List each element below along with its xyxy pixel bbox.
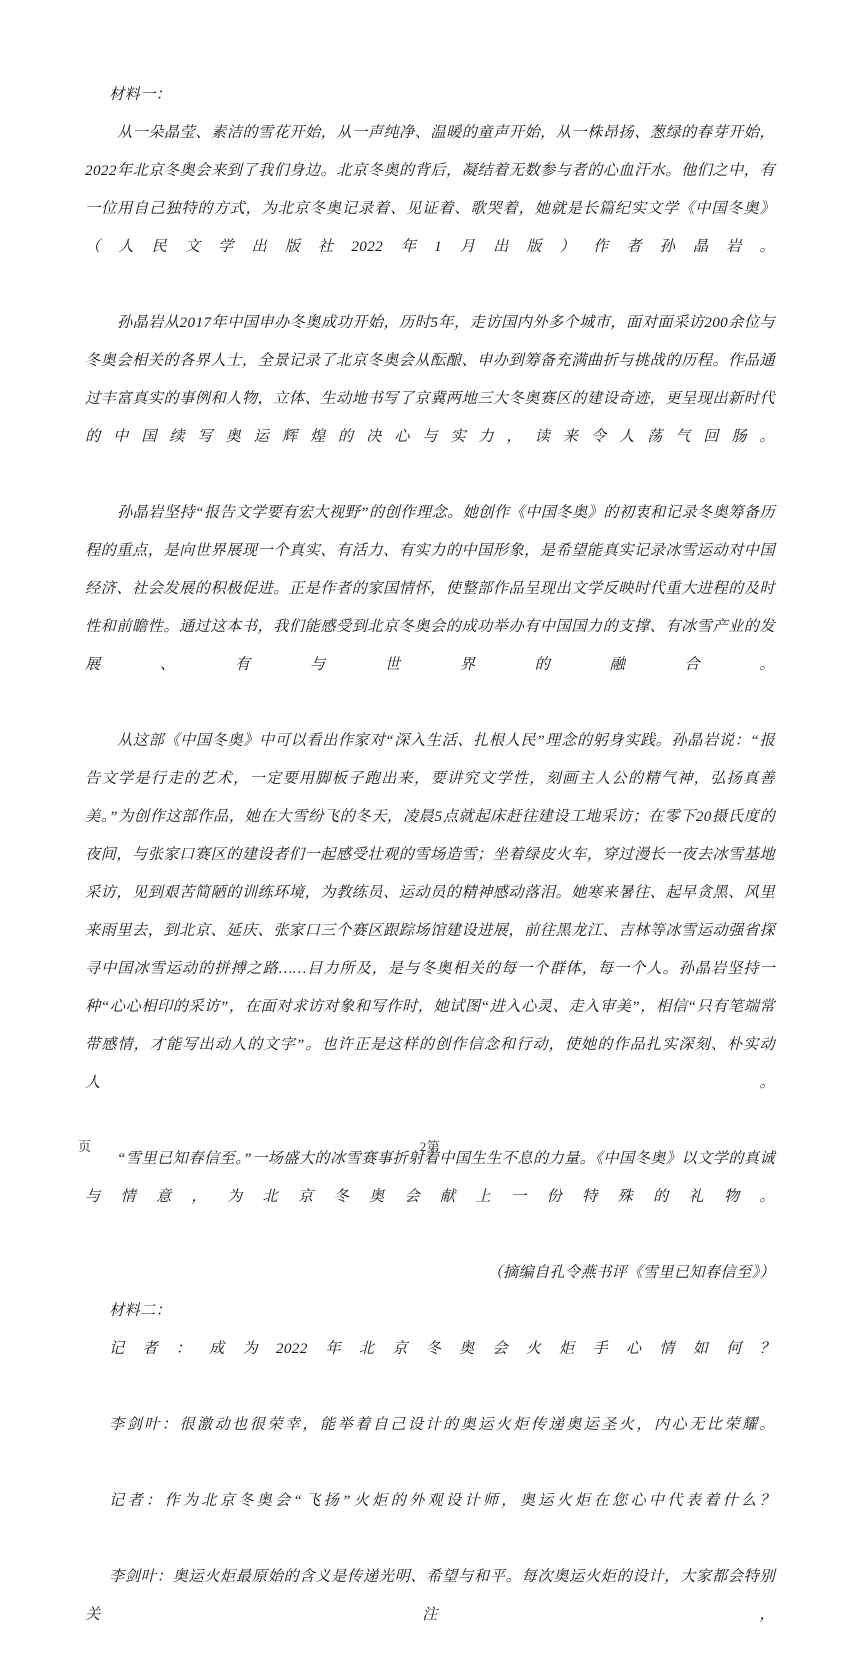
material-one-label: 材料一： <box>109 86 172 103</box>
material-two-dialogue-line-3: 记者：作为北京冬奥会“飞扬”火炬的外观设计师，奥运火炬在您心中代表着什么？ <box>109 1492 775 1509</box>
material-one-paragraph-5: “雪里已知春信至。”一场盛大的冰雪赛事折射着中国生生不息的力量。《中国冬奥》以文学的真诚与情意，为北京冬奥会献上一份特殊的礼物。 <box>85 1150 775 1205</box>
material-one-paragraph-3: 孙晶岩坚持“报告文学要有宏大视野”的创作理念。她创作《中国冬奥》的初衷和记录冬奥筹备历程的重点，是向世界展现一个真实、有活力、有实力的中国形象，是希望能真实记录冰雪运动对中国经济、社会发展的积极促进。正是作者的家国情怀，使整部作品呈现出文学反映时代重大进程的及时性和前瞻性。通过这本书，我们能感受到北京冬奥会的成功举办有中国国力的支撑、有冰雪产业的发展、有与世界的融合。 <box>85 504 775 673</box>
material-one-paragraph-2: 孙晶岩从2017年中国申办冬奥成功开始，历时5年，走访国内外多个城市，面对面采访200余位与冬奥会相关的各界人士，全景记录了北京冬奥会从酝酿、申办到筹备充满曲折与挑战的历程。作品通过丰富真实的事例和人物，立体、生动地书写了京冀两地三大冬奥赛区的建设奇迹，更呈现出新时代的中国续写奥运辉煌的决心与实力，读来令人荡气回肠。 <box>85 314 775 445</box>
page-content <box>85 76 775 1672</box>
material-two-dialogue-line-1: 记者：成为2022年北京冬奥会火炬手心情如何？ <box>109 1340 775 1357</box>
material-two-label: 材料二： <box>109 1302 172 1319</box>
material-one-attribution: （摘编自孔令燕书评《雪里已知春信至》） <box>487 1264 775 1281</box>
footer-page-number: 2第 <box>419 1139 441 1154</box>
material-two-dialogue-line-4: 李剑叶：奥运火炬最原始的含义是传递光明、希望与和平。每次奥运火炬的设计，大家都会特别关注， <box>85 1568 775 1623</box>
material-two-dialogue-line-2: 李剑叶：很激动也很荣幸，能举着自己设计的奥运火炬传递奥运圣火，内心无比荣耀。 <box>109 1416 775 1433</box>
footer-page-label-left: 页 <box>78 1139 92 1154</box>
material-one-paragraph-1: 从一朵晶莹、素洁的雪花开始，从一声纯净、温暖的童声开始，从一株昂扬、葱绿的春芽开始，2022年北京冬奥会来到了我们身边。北京冬奥的背后，凝结着无数参与者的心血汗水。他们之中，有一位用自己独特的方式，为北京冬奥记录着、见证着、歌哭着，她就是长篇纪实文学《中国冬奥》（人民文学出版社2022年1月出版）作者孙晶岩。 <box>85 124 775 255</box>
page-footer <box>0 1136 860 1160</box>
material-one-paragraph-4: 从这部《中国冬奥》中可以看出作家对“深入生活、扎根人民”理念的躬身实践。孙晶岩说：“报告文学是行走的艺术，一定要用脚板子跑出来，要讲究文学性，刻画主人公的精气神，弘扬真善美。”为创作这部作品，她在大雪纷飞的冬天，凌晨5点就起床赶往建设工地采访；在零下20摄氏度的夜间，与张家口赛区的建设者们一起感受壮观的雪场造雪；坐着绿皮火车，穿过漫长一夜去冰雪基地采访，见到艰苦简陋的训练环境，为教练员、运动员的精神感动落泪。她寒来暑往、起早贪黑、风里来雨里去，到北京、延庆、张家口三个赛区跟踪场馆建设进展，前往黑龙江、吉林等冰雪运动强省探寻中国冰雪运动的拼搏之路……目力所及，是与冬奥相关的每一个群体，每一个人。孙晶岩坚持一种“心心相印的采访”，在面对求访对象和写作时，她试图“进入心灵、走入审美”，相信“只有笔端常带感情，才能写出动人的文字”。也许正是这样的创作信念和行动，使她的作品扎实深刻、朴实动人。 <box>85 732 775 1091</box>
